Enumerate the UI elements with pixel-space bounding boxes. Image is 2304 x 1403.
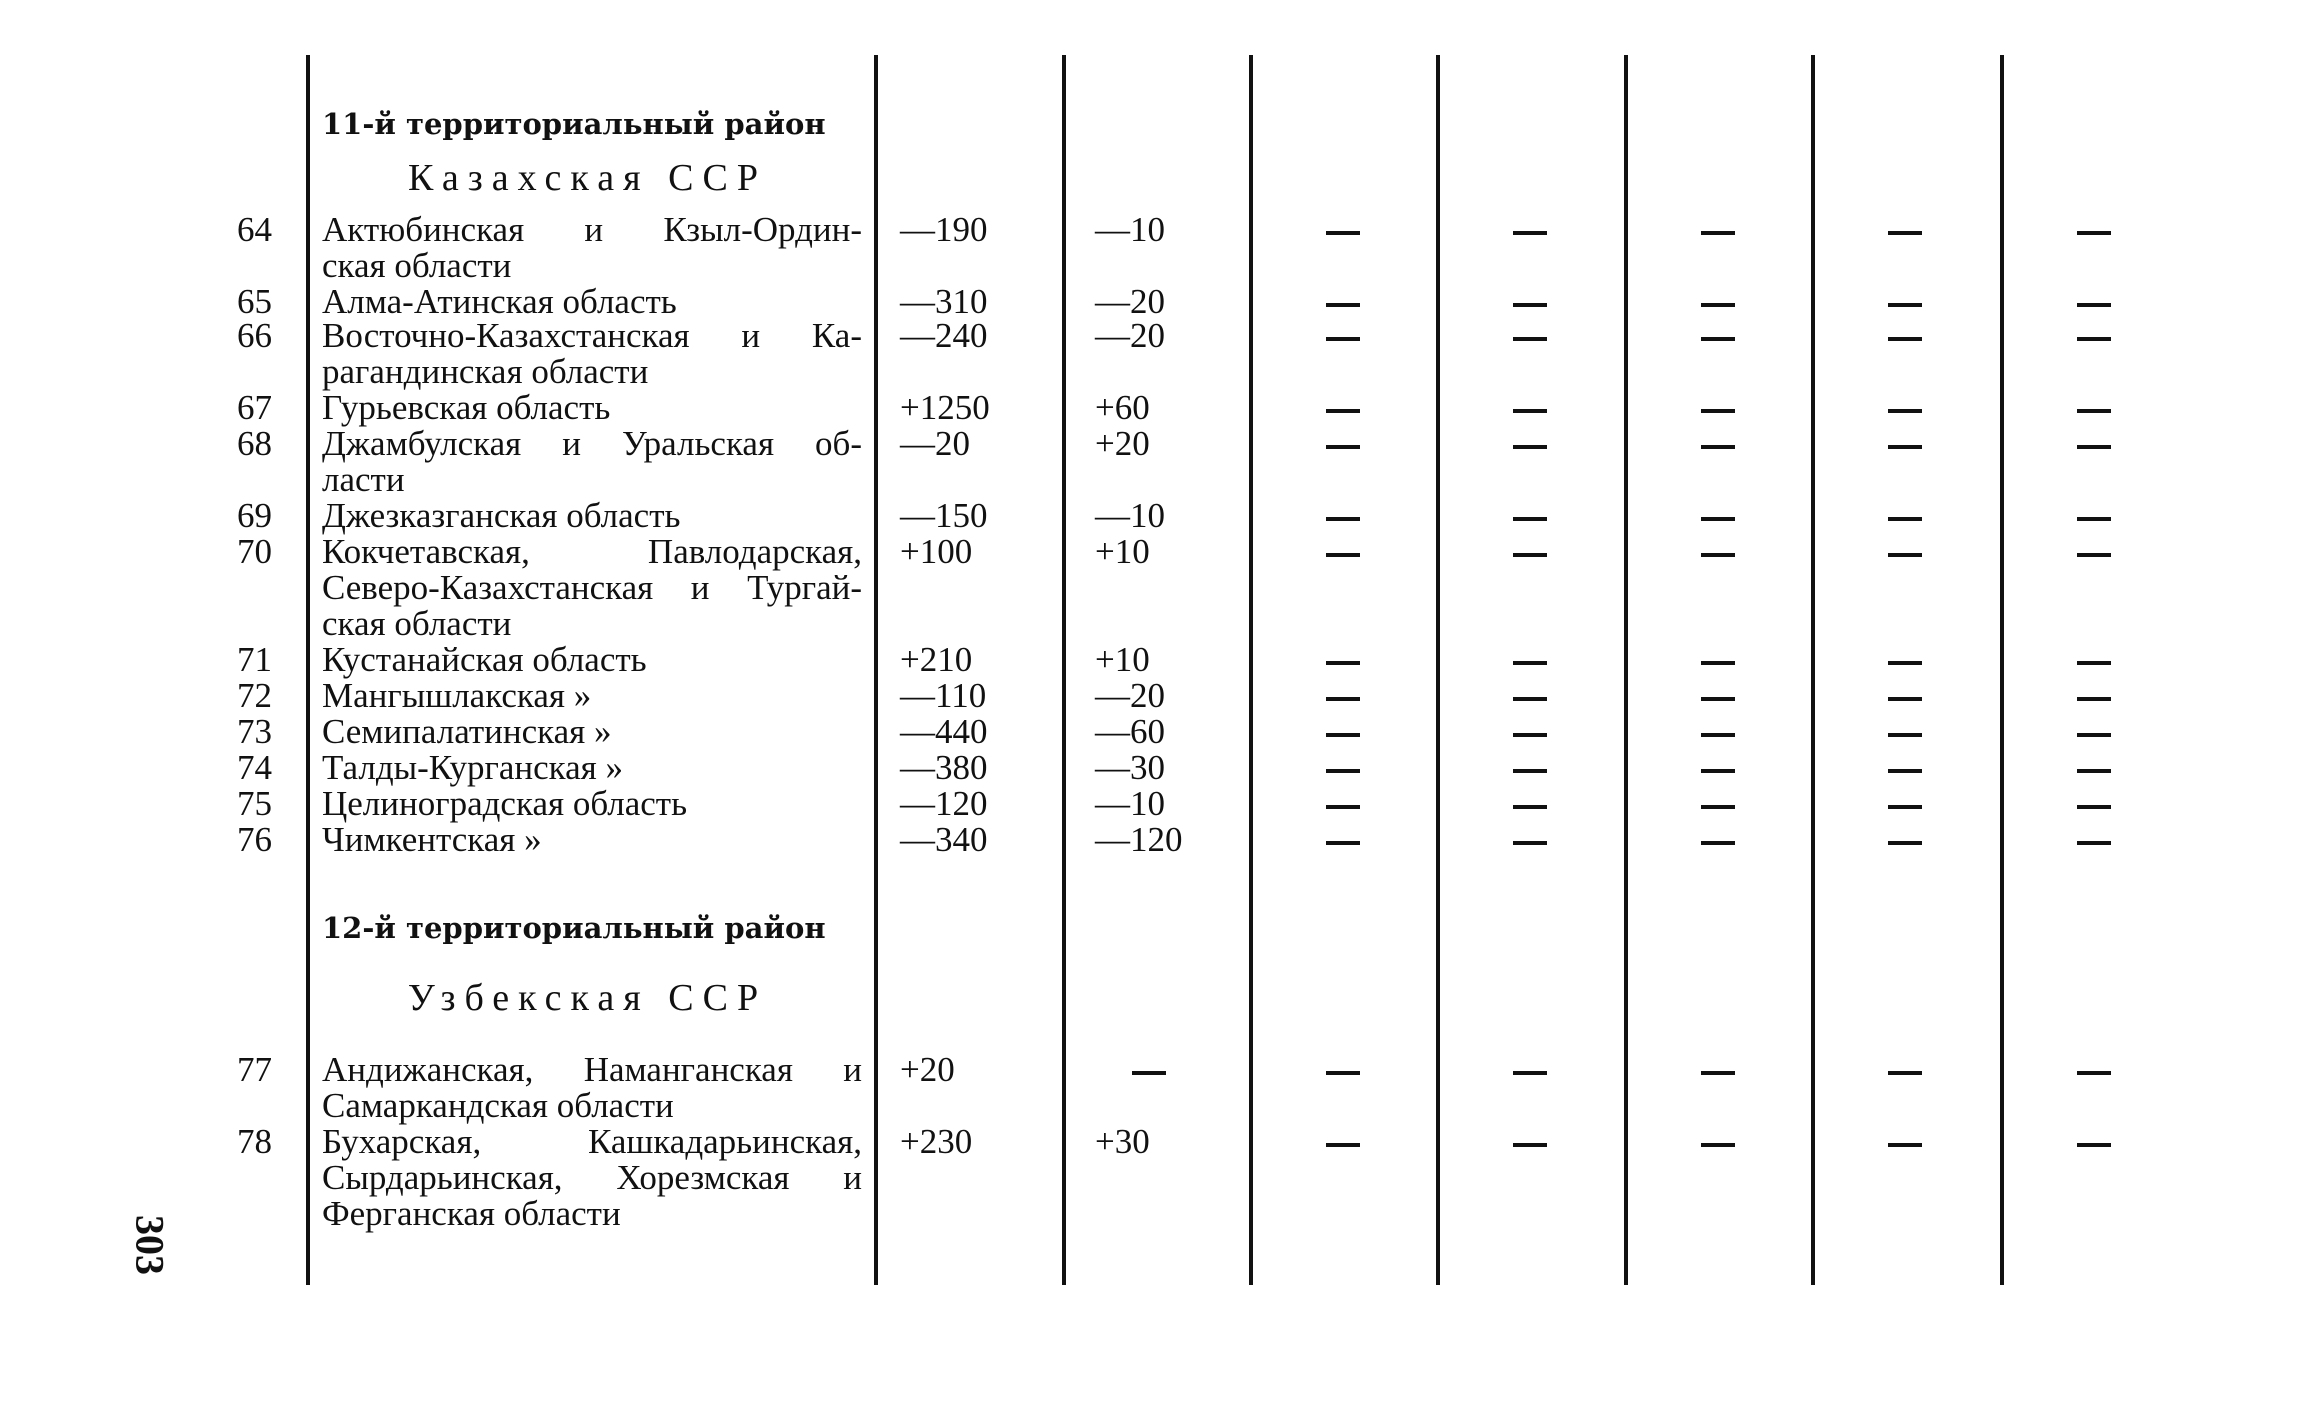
row-number: 78: [237, 1122, 272, 1161]
empty-value-dash: [1701, 769, 1735, 773]
value-col2: +10: [1095, 532, 1150, 571]
empty-value-dash: [1513, 337, 1547, 341]
value-col2: —20: [1095, 316, 1165, 355]
region-name-line: Кокчетавская, Павлодарская,: [322, 532, 862, 571]
region-name-line: Мангышлакская »: [322, 676, 592, 715]
row-number: 72: [237, 676, 272, 715]
empty-value-dash: [1326, 553, 1360, 557]
empty-value-dash: [2077, 805, 2111, 809]
empty-value-dash: [1701, 661, 1735, 665]
value-col2: —20: [1095, 282, 1165, 321]
page-number: 303: [127, 1215, 173, 1275]
empty-value-dash: [2077, 303, 2111, 307]
row-number: 70: [237, 532, 272, 571]
empty-value-dash: [1326, 303, 1360, 307]
empty-value-dash: [1701, 697, 1735, 701]
empty-value-dash: [1513, 303, 1547, 307]
row-number: 76: [237, 820, 272, 859]
empty-value-dash: [1132, 1071, 1166, 1075]
value-col1: +20: [900, 1050, 955, 1089]
region-name-line: Талды-Курганская »: [322, 748, 624, 787]
region-name-line: Семипалатинская »: [322, 712, 612, 751]
region-name-line: Джезказганская область: [322, 496, 681, 535]
value-col1: —380: [900, 748, 988, 787]
empty-value-dash: [2077, 409, 2111, 413]
column-rule: [1062, 55, 1066, 1285]
empty-value-dash: [2077, 733, 2111, 737]
row-number: 77: [237, 1050, 272, 1089]
empty-value-dash: [1701, 337, 1735, 341]
row-number: 68: [237, 424, 272, 463]
value-col2: —30: [1095, 748, 1165, 787]
district-heading: 12-й территориальный район: [322, 911, 826, 945]
empty-value-dash: [1701, 409, 1735, 413]
empty-value-dash: [2077, 553, 2111, 557]
region-name-line: ская области: [322, 246, 512, 285]
row-number: 71: [237, 640, 272, 679]
value-col1: —340: [900, 820, 988, 859]
value-col2: —10: [1095, 210, 1165, 249]
column-rule: [1436, 55, 1440, 1285]
empty-value-dash: [1513, 409, 1547, 413]
column-rule: [1624, 55, 1628, 1285]
region-name-line: Сырдарьинская, Хорезмская и: [322, 1158, 862, 1197]
empty-value-dash: [1513, 661, 1547, 665]
value-col2: —10: [1095, 496, 1165, 535]
value-col1: +100: [900, 532, 973, 571]
empty-value-dash: [1513, 231, 1547, 235]
value-col2: +30: [1095, 1122, 1150, 1161]
row-number: 66: [237, 316, 272, 355]
region-name-line: Целиноградская область: [322, 784, 688, 823]
value-col1: +210: [900, 640, 973, 679]
empty-value-dash: [2077, 661, 2111, 665]
empty-value-dash: [1326, 409, 1360, 413]
empty-value-dash: [1326, 445, 1360, 449]
region-name-line: Джамбулская и Уральская об-: [322, 424, 862, 463]
region-name-line: Восточно-Казахстанская и Ка-: [322, 316, 862, 355]
value-col2: —20: [1095, 676, 1165, 715]
empty-value-dash: [2077, 1143, 2111, 1147]
empty-value-dash: [1888, 769, 1922, 773]
row-number: 74: [237, 748, 272, 787]
empty-value-dash: [1326, 337, 1360, 341]
empty-value-dash: [1513, 733, 1547, 737]
value-col2: —10: [1095, 784, 1165, 823]
column-rule: [1811, 55, 1815, 1285]
empty-value-dash: [1513, 1071, 1547, 1075]
column-rule: [306, 55, 310, 1285]
column-rule: [2000, 55, 2004, 1285]
row-number: 75: [237, 784, 272, 823]
row-number: 64: [237, 210, 272, 249]
value-col1: —150: [900, 496, 988, 535]
empty-value-dash: [1888, 661, 1922, 665]
empty-value-dash: [2077, 517, 2111, 521]
value-col2: +60: [1095, 388, 1150, 427]
row-number: 73: [237, 712, 272, 751]
region-name-line: ласти: [322, 460, 405, 499]
empty-value-dash: [1888, 805, 1922, 809]
empty-value-dash: [1701, 841, 1735, 845]
empty-value-dash: [1513, 805, 1547, 809]
empty-value-dash: [1513, 553, 1547, 557]
empty-value-dash: [2077, 841, 2111, 845]
empty-value-dash: [1888, 517, 1922, 521]
empty-value-dash: [1888, 409, 1922, 413]
republic-heading: Казахская ССР: [408, 157, 767, 199]
empty-value-dash: [1513, 1143, 1547, 1147]
empty-value-dash: [1513, 769, 1547, 773]
empty-value-dash: [1513, 517, 1547, 521]
empty-value-dash: [1701, 1071, 1735, 1075]
value-col1: —240: [900, 316, 988, 355]
empty-value-dash: [1701, 553, 1735, 557]
region-name-line: ская области: [322, 604, 512, 643]
column-rule: [874, 55, 878, 1285]
row-number: 67: [237, 388, 272, 427]
empty-value-dash: [2077, 337, 2111, 341]
empty-value-dash: [1888, 1071, 1922, 1075]
value-col1: —120: [900, 784, 988, 823]
empty-value-dash: [1326, 231, 1360, 235]
empty-value-dash: [2077, 231, 2111, 235]
empty-value-dash: [1326, 805, 1360, 809]
value-col1: +1250: [900, 388, 990, 427]
region-name-line: Андижанская, Наманганская и: [322, 1050, 862, 1089]
empty-value-dash: [1701, 733, 1735, 737]
value-col2: +20: [1095, 424, 1150, 463]
empty-value-dash: [1326, 661, 1360, 665]
empty-value-dash: [1701, 445, 1735, 449]
empty-value-dash: [1701, 231, 1735, 235]
empty-value-dash: [1513, 697, 1547, 701]
region-name-line: Северо-Казахстанская и Тургай-: [322, 568, 862, 607]
empty-value-dash: [1701, 1143, 1735, 1147]
empty-value-dash: [1701, 517, 1735, 521]
republic-heading: Узбекская ССР: [407, 977, 768, 1019]
value-col2: —60: [1095, 712, 1165, 751]
empty-value-dash: [1326, 841, 1360, 845]
empty-value-dash: [2077, 1071, 2111, 1075]
region-name-line: Бухарская, Кашкадарьинская,: [322, 1122, 862, 1161]
empty-value-dash: [2077, 697, 2111, 701]
value-col1: +230: [900, 1122, 973, 1161]
region-name-line: Кустанайская область: [322, 640, 647, 679]
empty-value-dash: [1513, 445, 1547, 449]
region-name-line: Алма-Атинская область: [322, 282, 677, 321]
empty-value-dash: [2077, 445, 2111, 449]
value-col1: —310: [900, 282, 988, 321]
value-col2: —120: [1095, 820, 1183, 859]
value-col1: —190: [900, 210, 988, 249]
region-name-line: Чимкентская »: [322, 820, 542, 859]
empty-value-dash: [1888, 303, 1922, 307]
region-name-line: Гурьевская область: [322, 388, 611, 427]
empty-value-dash: [1888, 733, 1922, 737]
region-name-line: рагандинская области: [322, 352, 649, 391]
region-name-line: Ферганская области: [322, 1194, 621, 1233]
empty-value-dash: [1326, 769, 1360, 773]
empty-value-dash: [1513, 841, 1547, 845]
empty-value-dash: [1888, 445, 1922, 449]
empty-value-dash: [1701, 303, 1735, 307]
value-col1: —110: [900, 676, 987, 715]
empty-value-dash: [2077, 769, 2111, 773]
empty-value-dash: [1326, 517, 1360, 521]
empty-value-dash: [1326, 733, 1360, 737]
row-number: 69: [237, 496, 272, 535]
empty-value-dash: [1326, 697, 1360, 701]
region-name-line: Самаркандская области: [322, 1086, 674, 1125]
empty-value-dash: [1888, 231, 1922, 235]
column-rule: [1249, 55, 1253, 1285]
empty-value-dash: [1888, 337, 1922, 341]
empty-value-dash: [1888, 841, 1922, 845]
empty-value-dash: [1701, 805, 1735, 809]
empty-value-dash: [1888, 697, 1922, 701]
empty-value-dash: [1888, 1143, 1922, 1147]
empty-value-dash: [1326, 1071, 1360, 1075]
empty-value-dash: [1326, 1143, 1360, 1147]
value-col1: —20: [900, 424, 970, 463]
region-name-line: Актюбинская и Кзыл-Ордин-: [322, 210, 862, 249]
row-number: 65: [237, 282, 272, 321]
value-col2: +10: [1095, 640, 1150, 679]
empty-value-dash: [1888, 553, 1922, 557]
district-heading: 11-й территориальный район: [322, 107, 826, 141]
value-col1: —440: [900, 712, 988, 751]
